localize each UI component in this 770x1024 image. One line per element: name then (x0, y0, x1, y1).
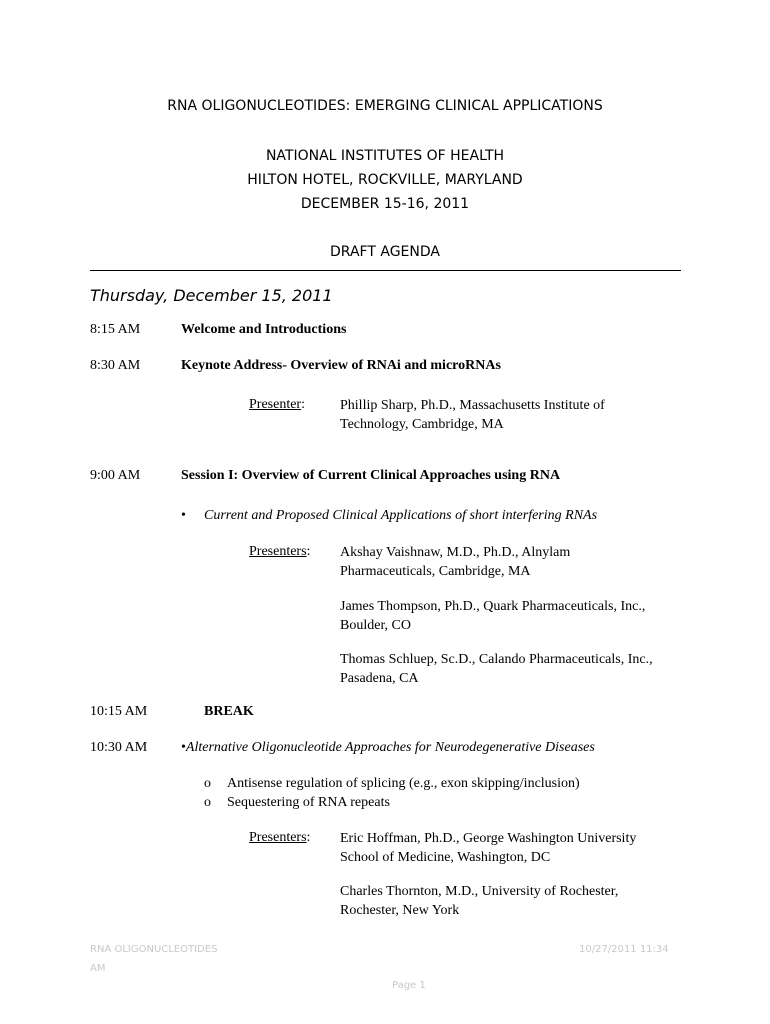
session1-presenters-label: Presenters: (249, 544, 311, 559)
time-keynote: 8:30 AM (90, 358, 141, 373)
presenter-entry: Akshay Vaishnaw, M.D., Ph.D., Alnylam Pharmaceuticals, Cambridge, MA (340, 545, 571, 579)
keynote-title: Keynote Address- Overview of RNAi and microRNAs (181, 358, 501, 373)
agenda-subtitle: DRAFT AGENDA (330, 244, 440, 260)
session2-presenters-label: Presenters: (249, 830, 311, 845)
keynote-presenter-label: Presenter: (249, 397, 305, 412)
presenter-entry: Thomas Schluep, Sc.D., Calando Pharmaceuticals, Inc., Pasadena, CA (340, 652, 653, 686)
bullet-icon: • (181, 508, 186, 523)
session1-topic: Current and Proposed Clinical Applications of short interfering RNAs (204, 508, 598, 523)
keynote-presenter: Phillip Sharp, Ph.D., Massachusetts Institute of Technology, Cambridge, MA (340, 398, 605, 432)
presenter-entry: James Thompson, Ph.D., Quark Pharmaceuticals, Inc., Boulder, CO (340, 599, 646, 633)
time-session1: 9:00 AM (90, 468, 141, 483)
session1-title: Session I: Overview of Current Clinical Approaches using RNA (181, 468, 561, 483)
footer-doc-name-cont: AM (90, 963, 106, 974)
doc-title: RNA OLIGONUCLEOTIDES: EMERGING CLINICAL APPLICATIONS (167, 98, 603, 114)
event-dates: DECEMBER 15-16, 2011 (300, 196, 470, 212)
circle-bullet-icon: o (204, 795, 211, 810)
time-welcome: 8:15 AM (90, 322, 141, 337)
org-name: NATIONAL INSTITUTES OF HEALTH (265, 148, 505, 164)
break-title: BREAK (204, 704, 254, 719)
footer-timestamp: 10/27/2011 11:34 (579, 944, 669, 955)
bullet-icon: • (181, 740, 186, 755)
circle-bullet-icon: o (204, 776, 211, 791)
footer-doc-name: RNA OLIGONUCLEOTIDES (90, 944, 218, 955)
time-break: 10:15 AM (90, 704, 148, 719)
sub-item: Antisense regulation of splicing (e.g., exon skipping/inclusion) (227, 776, 580, 791)
presenter-entry: Eric Hoffman, Ph.D., George Washington University School of Medicine, Washington, DC (340, 831, 637, 865)
page-number: Page 1 (392, 980, 426, 991)
header-divider (90, 270, 681, 271)
welcome-title: Welcome and Introductions (181, 322, 347, 337)
day-heading: Thursday, December 15, 2011 (90, 286, 333, 305)
venue: HILTON HOTEL, ROCKVILLE, MARYLAND (247, 172, 523, 188)
sub-item: Sequestering of RNA repeats (227, 795, 390, 810)
session2-topic: •Alternative Oligonucleotide Approaches for Neurodegenerative Diseases (181, 740, 595, 755)
time-session2: 10:30 AM (90, 740, 148, 755)
presenter-entry: Charles Thornton, M.D., University of Rochester, Rochester, New York (340, 884, 619, 918)
